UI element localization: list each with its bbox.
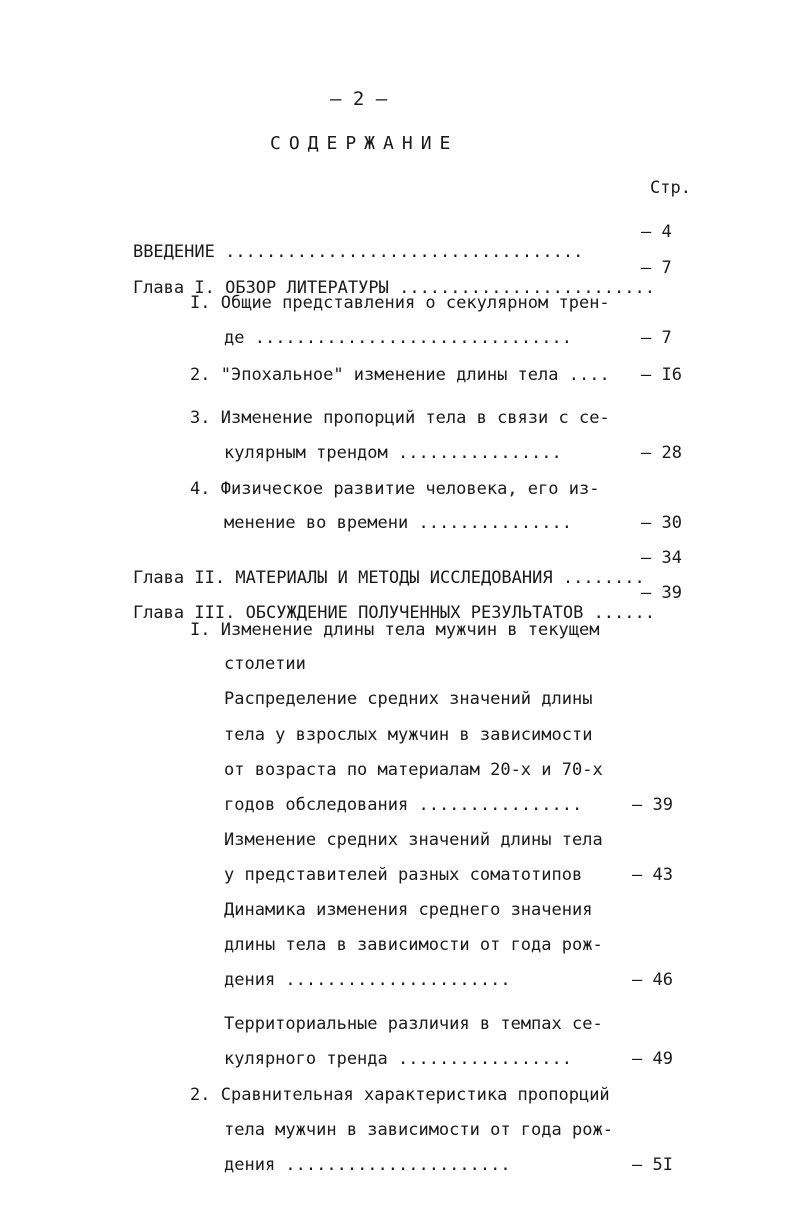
toc-dots: ............................... [244, 328, 572, 348]
toc-text: Общие представления о секулярном трен- [220, 293, 610, 313]
toc-page: – 43 [632, 865, 673, 885]
toc-page: – 34 [641, 548, 682, 568]
toc-text: Сравнительная характеристика пропорций [220, 1085, 610, 1105]
toc-text: де [224, 328, 245, 348]
toc-dots: ...................... [275, 970, 511, 990]
toc-subentry-territorial [224, 1014, 603, 1034]
toc-text: Изменение пропорций тела в связи с се- [220, 408, 610, 428]
toc-dots: .... [558, 365, 610, 385]
toc-subentry-distribution-cont [224, 725, 592, 745]
page-column-header: Стр. [650, 178, 691, 198]
toc-text: дения [224, 970, 276, 990]
toc-num: 3. [190, 408, 211, 428]
toc-page: – 28 [641, 443, 682, 463]
toc-page: – 30 [641, 513, 682, 533]
toc-page: – 4 [641, 222, 672, 242]
toc-subentry-distribution-cont [224, 760, 603, 780]
toc-text: Изменение длины тела мужчин в текущем [220, 620, 600, 640]
toc-entry-1-1-cont [224, 328, 572, 348]
toc-text: ОБЗОР ЛИТЕРАТУРЫ [225, 278, 389, 298]
toc-text: Физическое развитие человека, его из- [220, 479, 600, 499]
toc-dots: ................. [387, 1049, 572, 1069]
toc-subentry-distribution [224, 689, 592, 709]
toc-label: Глава II. [132, 568, 226, 588]
toc-entry-3-2-cont [224, 1155, 511, 1175]
toc-text: длины тела в зависимости от года рож- [224, 935, 603, 955]
toc-entry-3-1-cont [224, 654, 306, 674]
toc-text: годов обследования [224, 795, 409, 815]
toc-entry-1-2 [190, 365, 610, 385]
toc-text: тела у взрослых мужчин в зависимости [224, 725, 593, 745]
toc-num: 4. [190, 479, 211, 499]
toc-text: "Эпохальное" изменение длины тела [220, 365, 559, 385]
toc-text: ОБСУЖДЕНИЕ ПОЛУЧЕННЫХ РЕЗУЛЬТАТОВ [245, 603, 584, 623]
toc-dots: ................................... [214, 242, 584, 262]
toc-text: у представителей разных соматотипов [224, 865, 583, 885]
toc-subentry-territorial-cont [224, 1049, 572, 1069]
toc-page: – 39 [632, 795, 673, 815]
toc-entry-1-4 [190, 479, 599, 499]
toc-text: Территориальные различия в темпах се- [224, 1014, 603, 1034]
toc-label: Глава I. [132, 278, 215, 298]
toc-subentry-dynamics-cont [224, 935, 603, 955]
toc-entry-3-1 [190, 620, 599, 640]
toc-text: менение во времени [224, 513, 409, 533]
toc-entry-3-2 [190, 1085, 610, 1105]
toc-entry-1-1 [190, 293, 610, 313]
toc-subentry-distribution-cont [224, 795, 582, 815]
toc-page: – 5I [632, 1155, 673, 1175]
toc-subentry-somatotypes-cont [224, 865, 582, 885]
toc-text: столетии [224, 654, 306, 674]
toc-num: 2. [190, 365, 211, 385]
toc-entry-1-3-cont [224, 443, 562, 463]
toc-entry-1-4-cont [224, 513, 572, 533]
toc-num: 2. [190, 1085, 211, 1105]
toc-subentry-dynamics-cont [224, 970, 511, 990]
toc-text: кулярного тренда [224, 1049, 388, 1069]
toc-dots: ...... [583, 603, 655, 623]
toc-dots: ........ [552, 568, 645, 588]
toc-text: кулярным трендом [224, 443, 388, 463]
toc-text: от возраста по материалам 20-х и 70-х [224, 760, 603, 780]
toc-dots: ................ [408, 795, 583, 815]
toc-text: МАТЕРИАЛЫ И МЕТОДЫ ИССЛЕДОВАНИЯ [235, 568, 553, 588]
page-number: – 2 – [330, 88, 388, 110]
toc-page: – I6 [641, 365, 682, 385]
toc-text: тела мужчин в зависимости от года рож- [224, 1120, 613, 1140]
toc-entry-1-3 [190, 408, 610, 428]
toc-page: – 49 [632, 1049, 673, 1069]
toc-entry-3-2-cont [224, 1120, 613, 1140]
toc-num: I. [190, 293, 211, 313]
page-title: СОДЕРЖАНИЕ [270, 133, 459, 154]
toc-dots: ......................... [388, 278, 655, 298]
toc-page: – 39 [641, 583, 682, 603]
toc-text: дения [224, 1155, 276, 1175]
toc-page: – 46 [632, 970, 673, 990]
toc-text: Динамика изменения среднего значения [224, 900, 593, 920]
toc-page: – 7 [641, 258, 672, 278]
toc-text: Изменение средних значений длины тела [224, 830, 603, 850]
toc-page: – 7 [641, 328, 672, 348]
toc-dots: ............... [408, 513, 572, 533]
toc-label: Глава III. [132, 603, 236, 623]
toc-subentry-somatotypes [224, 830, 603, 850]
toc-dots: ................ [387, 443, 562, 463]
toc-text: Распределение средних значений длины [224, 689, 593, 709]
toc-subentry-dynamics [224, 900, 592, 920]
toc-label: ВВЕДЕНИЕ [132, 242, 215, 262]
toc-dots: ...................... [275, 1155, 511, 1175]
toc-num: I. [190, 620, 211, 640]
